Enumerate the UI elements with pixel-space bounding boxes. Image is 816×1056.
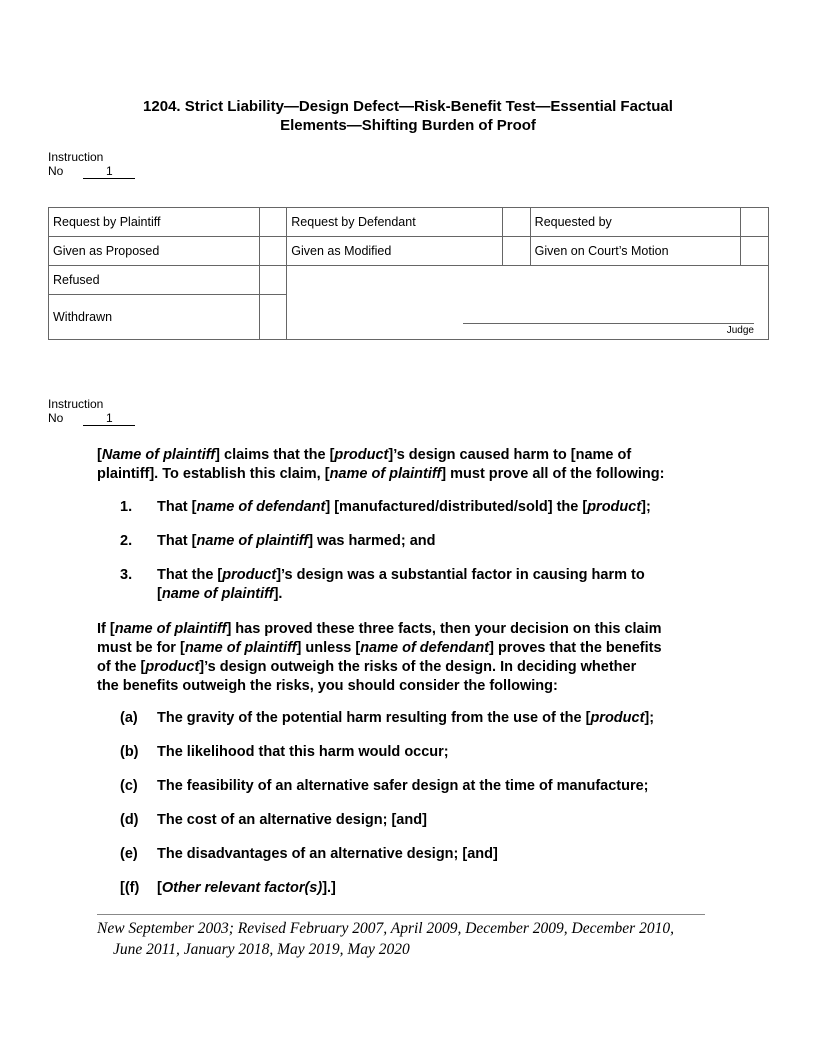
page-title [0, 97, 816, 135]
burden-shifting-paragraph: If [name of plaintiff] has proved these three facts, then your decision on this claim must be for [name of plaintiff] unless [name of defendant] proves that the benefits of the [product]’s design outweigh the risks of the design. In deciding whether the benefits outweigh the risks, you should consider the following: [97, 621, 662, 694]
instruction-label-2: Instruction [48, 397, 104, 411]
title-line-1: 1204. Strict Liability—Design Defect—Risk-Benefit Test—Essential Factual [143, 98, 673, 115]
request-by-defendant-checkbox[interactable] [503, 208, 531, 237]
factor-item-b: (b) The likelihood that this harm would occur; [120, 744, 449, 760]
instruction-no-label: No [48, 164, 64, 178]
withdrawn-label: Withdrawn [49, 295, 260, 340]
revision-history [97, 918, 737, 960]
given-as-modified-label: Given as Modified [287, 237, 503, 266]
given-on-courts-motion-checkbox[interactable] [741, 237, 769, 266]
title-line-2: Elements—Shifting Burden of Proof [280, 117, 536, 134]
given-on-courts-motion-label: Given on Court’s Motion [530, 237, 741, 266]
request-by-plaintiff-label: Request by Plaintiff [49, 208, 260, 237]
instruction-number-2: 1 [83, 412, 135, 426]
given-as-proposed-label: Given as Proposed [49, 237, 260, 266]
given-as-modified-checkbox[interactable] [503, 237, 531, 266]
instruction-label: Instruction [48, 150, 104, 164]
revision-history-line-1: New September 2003; Revised February 2007, April 2009, December 2009, December 2010, [97, 920, 674, 937]
given-as-proposed-checkbox[interactable] [259, 237, 287, 266]
factor-item-c: (c) The feasibility of an alternative safer design at the time of manufacture; [120, 778, 649, 794]
requested-by-checkbox[interactable] [741, 208, 769, 237]
instruction-number: 1 [83, 165, 135, 179]
factor-item-f: [(f) [Other relevant factor(s)].] [120, 880, 336, 896]
element-item-2: 2. That [name of plaintiff] was harmed; and [120, 533, 436, 549]
factor-item-a: (a) The gravity of the potential harm resulting from the use of the [product]; [120, 710, 655, 726]
judge-label: Judge [726, 325, 754, 336]
factor-item-d: (d) The cost of an alternative design; [and] [120, 812, 427, 828]
instruction-number-block-2 [48, 397, 135, 426]
refused-label: Refused [49, 266, 260, 295]
element-item-3: 3. That the [product]’s design was a substantial factor in causing harm to [name of plaintiff]. [120, 567, 645, 602]
request-by-plaintiff-checkbox[interactable] [259, 208, 287, 237]
request-disposition-table [48, 207, 769, 340]
judge-signature-area [287, 266, 769, 340]
intro-paragraph: [Name of plaintiff] claims that the [product]’s design caused harm to [name of plaintiff]. To establish this claim, [name of plaintiff] must prove all of the following: [97, 447, 665, 482]
revision-history-line-2: June 2011, January 2018, May 2019, May 2020 [113, 941, 410, 958]
requested-by-label: Requested by [530, 208, 741, 237]
judge-signature-line[interactable] [463, 323, 754, 324]
factor-item-e: (e) The disadvantages of an alternative design; [and] [120, 846, 498, 862]
footer-divider [97, 914, 705, 915]
instruction-no-label-2: No [48, 411, 64, 425]
element-item-1: 1. That [name of defendant] [manufactured/distributed/sold] the [product]; [120, 499, 651, 515]
instruction-number-block [48, 150, 135, 179]
refused-checkbox[interactable] [259, 266, 287, 295]
request-by-defendant-label: Request by Defendant [287, 208, 503, 237]
withdrawn-checkbox[interactable] [259, 295, 287, 340]
